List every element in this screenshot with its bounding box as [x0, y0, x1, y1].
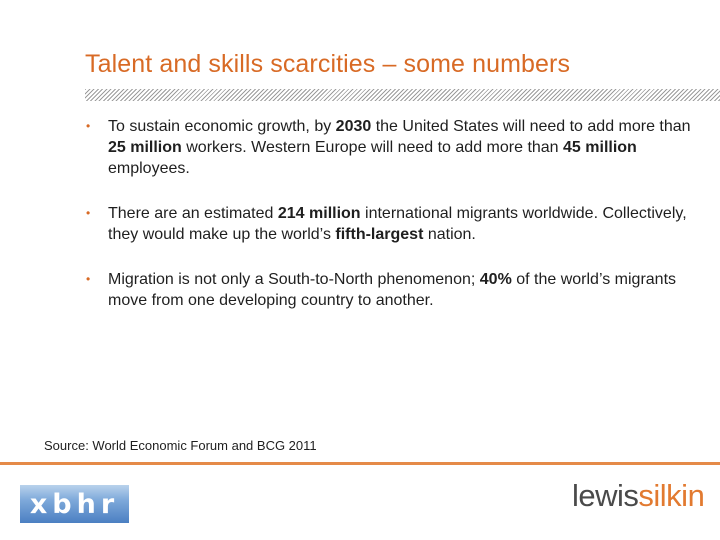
bullet-marker: •	[86, 206, 91, 220]
bullet-list	[86, 116, 696, 311]
bullet-text: There are an estimated	[108, 205, 278, 222]
bullet-highlight: 214 million	[277, 205, 361, 222]
bullet-text: international migrants worldwide. Collectively, they would make up the world’s	[108, 205, 687, 243]
bullet-text: the United States will need to add more than	[371, 118, 691, 135]
bullet-highlight: 45 million	[563, 139, 637, 156]
bullet-marker: •	[86, 119, 91, 133]
bullet-item-migration-flow	[86, 269, 696, 311]
bullet-item-growth	[86, 116, 696, 179]
bullet-text: employees.	[108, 160, 190, 177]
bullet-highlight: 25 million	[108, 139, 182, 156]
bullet-highlight: 2030	[335, 118, 372, 135]
bullet-text: nation.	[423, 226, 476, 243]
slide-title: Talent and skills scarcities – some numbers	[85, 50, 571, 78]
bullet-text: of the world’s migrants move from one developing country to another.	[108, 271, 677, 309]
xbhr-logo-text: xbhr	[29, 489, 120, 520]
source-note: Source: World Economic Forum and BCG 2011	[44, 438, 317, 453]
logo-word-silkin: silkin	[638, 478, 705, 513]
bullet-marker: •	[86, 272, 91, 286]
logo-word-lewis: lewis	[572, 478, 639, 513]
bullet-text: Migration is not only a South-to-North phenomenon;	[108, 271, 480, 288]
footer-divider	[0, 462, 720, 465]
title-hatch-divider	[85, 89, 720, 101]
bullet-text: To sustain economic growth, by	[108, 118, 336, 135]
bullet-item-migrants	[86, 203, 696, 245]
bullet-text: workers. Western Europe will need to add more than	[181, 139, 564, 156]
xbhr-logo	[20, 485, 129, 523]
bullet-highlight: 40%	[479, 271, 512, 288]
lewis-silkin-logo	[572, 478, 704, 514]
bullet-highlight: fifth-largest	[335, 226, 424, 243]
